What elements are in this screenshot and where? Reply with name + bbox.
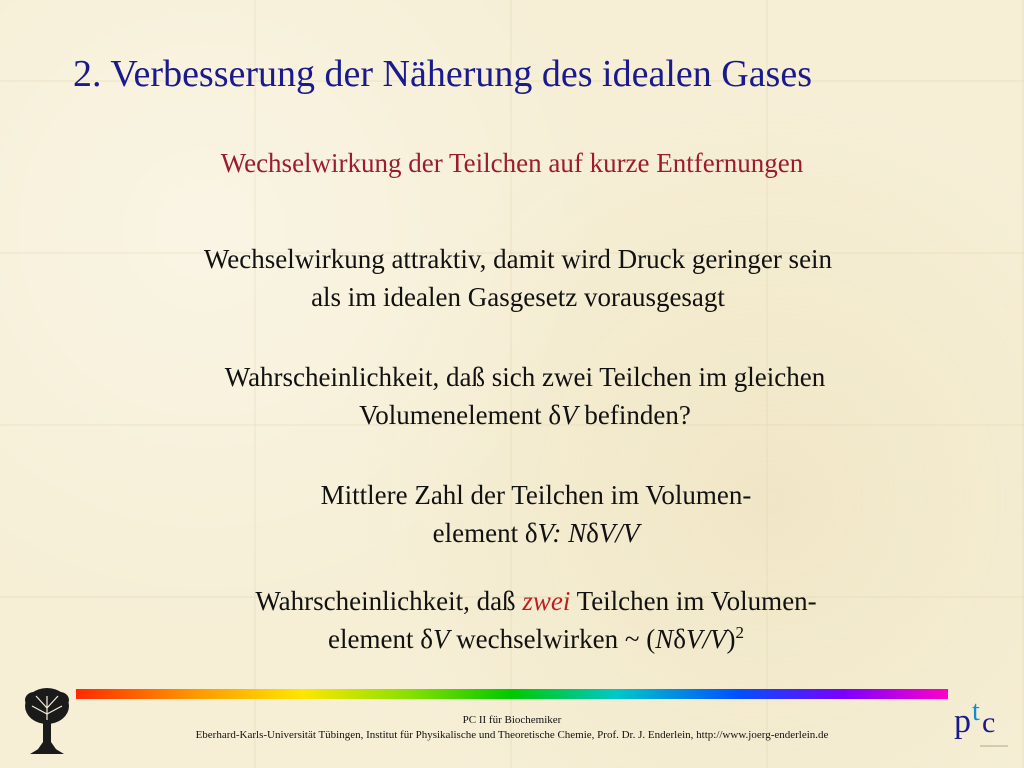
slide-title: 2. Verbesserung der Näherung des idealen Gases [73,53,812,95]
italic-symbol: V: N [537,518,587,548]
paragraph-line: Wahrscheinlichkeit, daß sich zwei Teilchen im gleichen [224,362,826,392]
ptc-logo-c: c [982,706,996,739]
paragraph-line: als im idealen Gasgesetz vorausgesagt [311,282,725,312]
paragraph-line [0,582,1024,620]
rainbow-divider [76,689,948,699]
paragraph-line [0,620,1024,658]
italic-symbol: N [655,624,674,654]
exponent: 2 [735,623,744,642]
paragraph-mean-number [0,476,1024,552]
paragraph-line [0,396,1024,434]
footer-course: PC II für Biochemiker [462,714,562,726]
paragraph-interaction [0,582,1024,658]
italic-symbol: V/V [685,624,727,654]
slide-subtitle: Wechselwirkung der Teilchen auf kurze Entfernungen [220,148,804,178]
text-run: Wahrscheinlichkeit, daß [255,586,523,616]
ptc-logo-p: p [954,703,971,740]
paragraph-probability [0,358,1024,434]
paragraph-line [0,514,1024,552]
emphasis-word: zwei [522,586,571,616]
text-run: δ [586,518,599,548]
italic-symbol: V/V [598,518,640,548]
ptc-logo-t: t [972,696,980,727]
text-run: befinden? [577,400,691,430]
italic-symbol: V [561,400,578,430]
text-run: element δ [432,518,538,548]
paragraph-line: Wechselwirkung attraktiv, damit wird Druck geringer sein [203,244,833,274]
footer-institute: Eberhard-Karls-Universität Tübingen, Institut für Physikalische und Theoretische Chemie, Prof. Dr. J. Enderlein, http://www.joerg-enderlein.de [195,729,829,741]
italic-symbol: V [432,624,450,654]
text-run: ) [726,624,736,654]
paragraph-line: Mittlere Zahl der Teilchen im Volumen- [320,480,752,510]
text-run: Teilchen im Volumen- [570,586,817,616]
text-run: δ [673,624,686,654]
text-run: element δ [328,624,433,654]
text-run: Volumenelement δ [359,400,562,430]
paragraph-attraction [0,240,1024,316]
text-run: wechselwirken ~ ( [449,624,656,654]
